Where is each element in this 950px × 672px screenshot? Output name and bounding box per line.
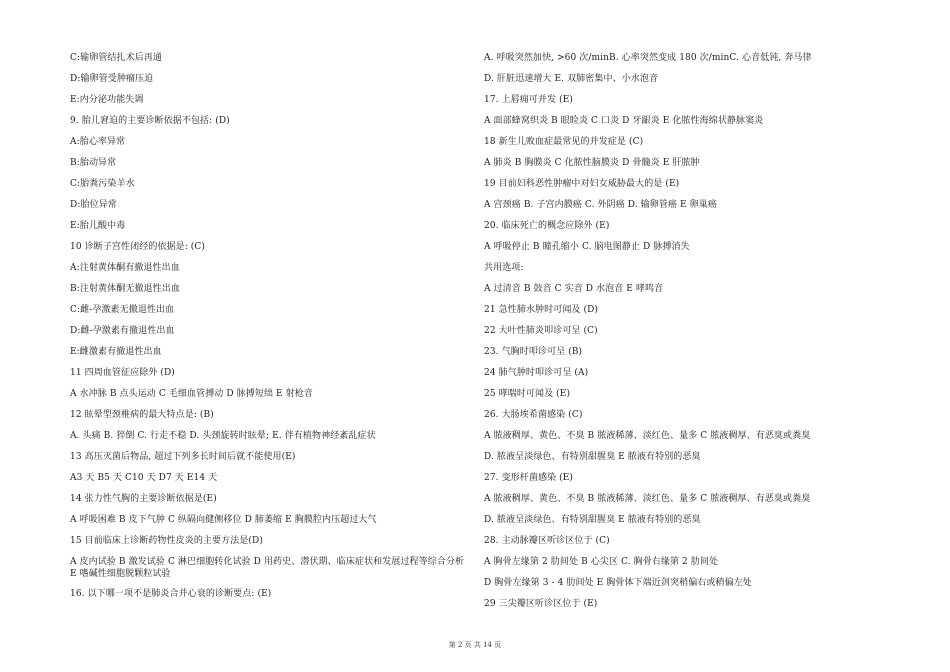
text-line: 共用选项: <box>484 263 524 273</box>
text-line: E:胎儿酸中毒 <box>70 221 126 231</box>
text-line: D. 肝脏迅速增大 E. 双肺密集中、小水泡音 <box>484 74 659 84</box>
text-line: 14 张力性气胸的主要诊断依据是(E) <box>70 494 217 504</box>
text-line: B:注射黄体酮无撤退性出血 <box>70 284 180 294</box>
text-line: E:内分泌功能失调 <box>70 95 144 105</box>
text-line: 17. 上唇痈可并发 (E) <box>484 95 574 105</box>
text-line: 15 目前临床上诊断药物性皮炎的主要方法是(D) <box>70 536 263 546</box>
text-line: D. 脓液呈淡绿色、有特别甜腥臭 E 脓液有特别的恶臭 <box>484 452 701 462</box>
text-line: 13 高压灭菌后物品, 超过下列多长时间后就不能使用(E) <box>70 452 296 462</box>
text-line: D:雌-孕激素有撤退性出血 <box>70 326 175 336</box>
text-line: A 肺炎 B 胸膜炎 C 化脓性脑膜炎 D 骨髓炎 E 肝脓肿 <box>484 158 700 168</box>
text-line: C:输卵管结扎术后再通 <box>70 53 163 63</box>
text-line: A:注射黄体酮有撤退性出血 <box>70 263 180 273</box>
text-line: 28. 主动脉瓣区听诊区位于 (C) <box>484 536 610 546</box>
text-line: E:雌激素有撤退性出血 <box>70 347 162 357</box>
text-line: 20. 临床死亡的概念应除外 (E) <box>484 221 610 231</box>
text-line: A 水冲脉 B 点头运动 C 毛细血管搏动 D 脉搏短绌 E 射枪音 <box>70 389 313 399</box>
text-line: D 胸骨左缘第 3 - 4 肋间处 E 胸骨体下端近剑突稍偏右或稍偏左处 <box>484 578 752 588</box>
text-line: 19 目前妇科恶性肿瘤中对妇女威胁最大的是 (E) <box>484 179 680 189</box>
text-line: 11 四周血管征应除外 (D) <box>70 368 175 378</box>
text-line: C:胎粪污染羊水 <box>70 179 135 189</box>
text-line: 23. 气胸时叩诊可呈 (B) <box>484 347 583 357</box>
text-line: 24 肺气肿时叩诊可呈 (A) <box>484 368 589 378</box>
text-line: D:输卵管受肿瘤压迫 <box>70 74 154 84</box>
text-line: 26. 大肠埃希菌感染 (C) <box>484 410 583 420</box>
text-line: A:胎心率异常 <box>70 137 126 147</box>
text-line: C:雌-孕激素无撤退性出血 <box>70 305 175 315</box>
text-line: D:胎位异常 <box>70 200 117 210</box>
text-line: 10 诊断子宫性闭经的依据是: (C) <box>70 242 206 252</box>
text-line: A. 呼吸突然加快, >60 次/minB. 心率突然变成 180 次/minC. 心音低钝, 奔马律 <box>484 53 812 63</box>
text-line: A 宫颈癌 B. 子宫内膜癌 C. 外阴癌 D. 输卵管癌 E 卵巢癌 <box>484 200 717 210</box>
text-line: 25 哮喘时可闻及 (E) <box>484 389 571 399</box>
text-line: B:胎动异常 <box>70 158 117 168</box>
right-column <box>484 52 884 619</box>
text-line: 27. 变形杆菌感染 (E) <box>484 473 574 483</box>
text-line: 22 大叶性肺炎叩诊可呈 (C) <box>484 326 598 336</box>
text-line: 9. 胎儿窘迫的主要诊断依据不包括: (D) <box>70 116 230 126</box>
text-line: A 脓液稠厚、黄色、不臭 B 脓液稀薄、淡红色、量多 C 脓液稠厚、有恶臭或粪臭 <box>484 431 811 441</box>
text-line: A 脓液稠厚、黄色、不臭 B 脓液稀薄、淡红色、量多 C 脓液稠厚、有恶臭或粪臭 <box>484 494 811 504</box>
text-line: A 皮内试验 B 激发试验 C 淋巴细胞转化试验 D 用药史、潜伏期、临床症状和发展过程等综合分析 E 嗜碱性细胞脱颗粒试验 <box>70 557 465 579</box>
text-line: A 呼吸困难 B 皮下气肿 C 纵隔向健侧移位 D 肺萎缩 E 胸膜腔内压超过大气 <box>70 515 377 525</box>
text-line: 18 新生儿败血症最常见的并发症是 (C) <box>484 137 644 147</box>
page-footer: 第 2 页 共 14 页 <box>448 641 502 649</box>
text-line: 16. 以下哪一项不是肺炎合并心衰的诊断要点: (E) <box>70 589 272 599</box>
text-line: 29 三尖瓣区听诊区位于 (E) <box>484 599 598 609</box>
left-column <box>70 52 470 609</box>
text-line: A 面部蜂窝织炎 B 眼睑炎 C 口炎 D 牙龈炎 E 化脓性海绵状静脉窦炎 <box>484 116 764 126</box>
text-line: 21 急性肺水肿时可闻及 (D) <box>484 305 599 315</box>
text-line: 12 眩晕型颈椎病的最大特点是: (B) <box>70 410 214 420</box>
text-line: A 胸骨左缘第 2 肋间处 B 心尖区 C. 胸骨右缘第 2 肋间处 <box>484 557 719 567</box>
text-line: A 过清音 B 鼓音 C 实音 D 水泡音 E 哮鸣音 <box>484 284 664 294</box>
text-line: D. 脓液呈淡绿色、有特别甜腥臭 E 脓液有特别的恶臭 <box>484 515 701 525</box>
text-line: A. 头痛 B. 猝倒 C. 行走不稳 D. 头颈旋转时眩晕; E. 伴有植物神经紊乱症状 <box>70 431 376 441</box>
text-line: A 呼吸停止 B 瞳孔缩小 C. 脑电图静止 D 脉搏消失 <box>484 242 690 252</box>
text-line: A3 天 B5 天 C10 天 D7 天 E14 天 <box>70 473 218 483</box>
